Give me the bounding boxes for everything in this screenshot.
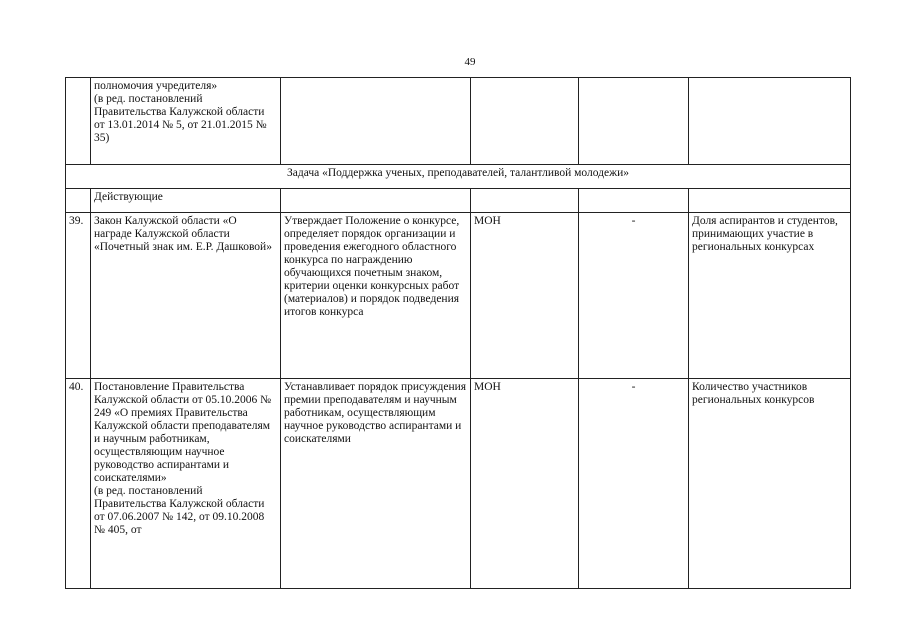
document-text: полномочия учредителя» (в ред. постановлений Правительства Калужской области от 13.01.2014 № 5, от 21.01.2015 № 35) bbox=[94, 80, 267, 144]
executor-cell bbox=[471, 189, 579, 213]
document-cell bbox=[91, 78, 281, 165]
indicator-cell: Количество участников региональных конкурсов bbox=[689, 379, 851, 589]
row-number-cell bbox=[66, 78, 91, 165]
executor-cell bbox=[471, 78, 579, 165]
document-cell: Закон Калужской области «О награде Калужской области «Почетный знак им. Е.Р. Дашковой» bbox=[91, 213, 281, 379]
date-cell bbox=[579, 78, 689, 165]
document-text: Постановление Правительства Калужской области от 05.10.2006 № 249 «О премиях Правительства Калужской области преподавателям и научным работникам, осуществляющим научное руководство аспирантами и соискателями» (в ред. постановлений Правительства Калужской области от 07.06.2007 № 142, от 09.10.2008 № 405, от bbox=[94, 381, 272, 536]
date-cell bbox=[579, 189, 689, 213]
task-heading-row bbox=[66, 165, 851, 189]
executor-cell: МОН bbox=[471, 213, 579, 379]
content-cell: Устанавливает порядок присуждения премии преподавателям и научным работникам, осуществляющим научное руководство аспирантами и соискателями bbox=[281, 379, 471, 589]
task-heading: Задача «Поддержка ученых, преподавателей, талантливой молодежи» bbox=[66, 165, 851, 189]
date-cell: - bbox=[579, 213, 689, 379]
table-row bbox=[66, 78, 851, 165]
row-number-cell: 39. bbox=[66, 213, 91, 379]
content-cell bbox=[281, 78, 471, 165]
content-cell: Утверждает Положение о конкурсе, определяет порядок организации и проведения ежегодного областного конкурса по награждению обучающихся почетным знаком, критерии оценки конкурсных работ (материалов) и порядок подведения итогов конкурса bbox=[281, 213, 471, 379]
row-number-cell: 40. bbox=[66, 379, 91, 589]
table-row bbox=[66, 379, 851, 589]
table-row bbox=[66, 213, 851, 379]
row-number-cell bbox=[66, 189, 91, 213]
date-cell: - bbox=[579, 379, 689, 589]
section-label: Действующие bbox=[91, 189, 281, 213]
executor-cell: МОН bbox=[471, 379, 579, 589]
section-row bbox=[66, 189, 851, 213]
content-cell bbox=[281, 189, 471, 213]
document-cell bbox=[91, 379, 281, 589]
indicator-cell: Доля аспирантов и студентов, принимающих участие в региональных конкурсах bbox=[689, 213, 851, 379]
indicator-cell bbox=[689, 189, 851, 213]
legal-acts-table bbox=[65, 77, 851, 589]
page-number: 49 bbox=[464, 56, 476, 68]
indicator-cell bbox=[689, 78, 851, 165]
